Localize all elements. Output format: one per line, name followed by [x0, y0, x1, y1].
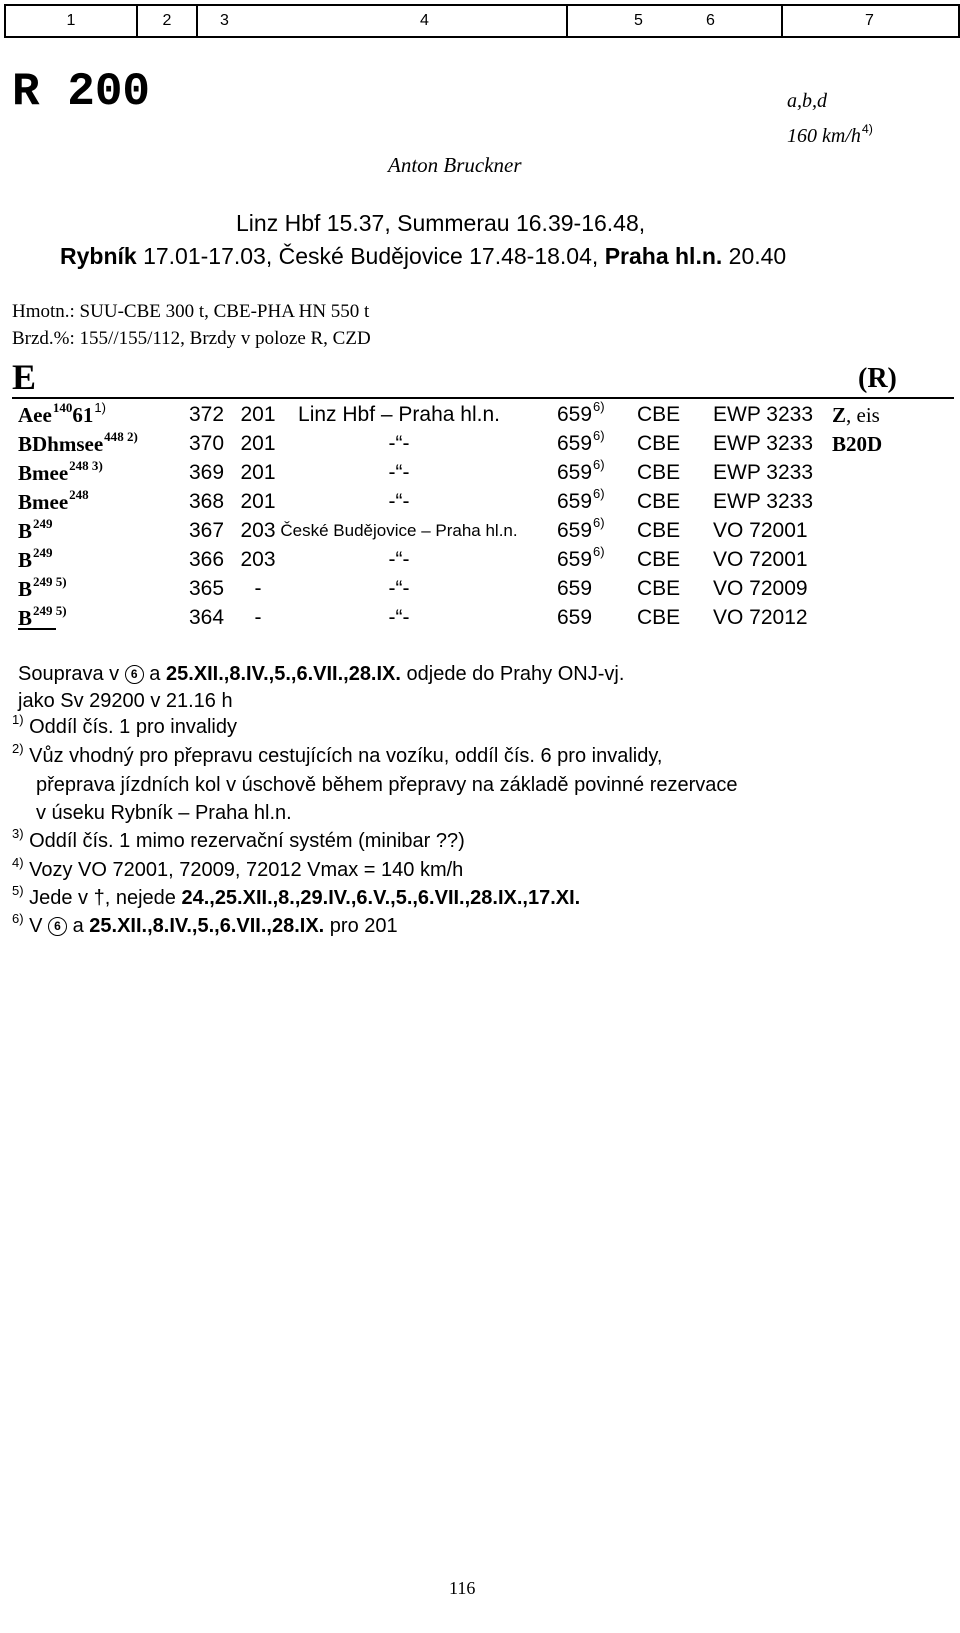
car-number: 367	[189, 519, 225, 542]
car-route: -“-	[388, 577, 410, 600]
car-class	[18, 429, 139, 457]
km-value: 659	[557, 490, 593, 513]
car-position: 201	[240, 490, 276, 513]
footnote-text: Oddíl čís. 1 mimo rezervační systém (minibar ??)	[23, 830, 465, 852]
car-class-name: Bmee	[18, 490, 69, 514]
footnote-mark: 1)	[12, 712, 24, 727]
route-line-1: Linz Hbf 15.37, Summerau 16.39-16.48,	[236, 210, 646, 236]
route-arrival: 20.40	[722, 243, 787, 269]
car-position: -	[254, 577, 262, 600]
note-text: Souprava v	[18, 663, 125, 685]
car-extra	[832, 432, 882, 457]
car-class	[18, 574, 68, 602]
car-position: 201	[240, 403, 276, 426]
footnote-6	[12, 911, 398, 938]
km-note: 6)	[593, 457, 605, 473]
section-divider	[12, 397, 954, 399]
car-route: -“-	[388, 548, 410, 571]
car-position: 203	[240, 548, 276, 571]
car-station: CBE	[637, 519, 681, 542]
car-class-sup: 248	[69, 487, 89, 503]
car-station: CBE	[637, 403, 681, 426]
car-km	[557, 544, 605, 572]
km-value: 659	[557, 403, 593, 426]
route-times: 17.01-17.03, České Budějovice 17.48-18.04,	[136, 243, 605, 269]
section-label: E	[12, 357, 37, 397]
footnote-text: Oddíl čís. 1 pro invalidy	[23, 716, 237, 738]
car-class-name: BDhmsee	[18, 432, 104, 456]
column-3: 3	[220, 12, 229, 29]
car-km	[557, 399, 605, 427]
car-route: -“-	[388, 461, 410, 484]
car-class-name: B	[18, 577, 33, 601]
column-4: 4	[420, 12, 429, 29]
brake-info: Brzd.%: 155//155/112, Brzdy v poloze R, CZD	[12, 328, 371, 349]
km-note: 6)	[593, 515, 605, 531]
car-station: CBE	[637, 606, 681, 629]
car-route: -“-	[388, 606, 410, 629]
car-km	[557, 606, 593, 630]
car-class	[18, 545, 54, 573]
car-position: -	[254, 606, 262, 629]
footnote-2-line-2: přeprava jízdních kol v úschově během přepravy na základě povinné rezervace	[36, 774, 738, 796]
note-souprava	[18, 663, 624, 686]
car-type: EWP 3233	[713, 403, 814, 426]
circled-six-icon: 6	[48, 917, 67, 936]
speed-note: 4)	[861, 121, 873, 136]
footnote-text: V	[23, 915, 49, 937]
car-km	[557, 515, 605, 543]
column-1: 1	[6, 6, 138, 36]
section-class: (R)	[858, 363, 897, 394]
car-class-sup: 249	[33, 516, 53, 532]
footnote-mark: 5)	[12, 883, 24, 898]
km-value: 659	[557, 461, 593, 484]
car-station: CBE	[637, 461, 681, 484]
car-type: VO 72001	[713, 519, 808, 542]
column-5-6	[566, 6, 715, 36]
footnote-text: Jede v †, nejede	[23, 887, 182, 909]
car-class-name: B	[18, 606, 33, 630]
car-km	[557, 428, 605, 456]
footnote-1	[12, 712, 237, 739]
car-route: -“-	[388, 490, 410, 513]
car-km	[557, 577, 593, 601]
train-codes: a,b,d	[787, 90, 827, 112]
km-value: 659	[557, 606, 593, 629]
car-type: VO 72009	[713, 577, 808, 600]
note-text: a	[143, 663, 166, 685]
footnote-mark: 2)	[12, 741, 24, 756]
car-class-sup: 140	[52, 400, 73, 416]
car-class-sup: 249	[33, 545, 53, 561]
car-class	[18, 458, 104, 486]
car-station: CBE	[637, 490, 681, 513]
circled-six-icon: 6	[125, 665, 144, 684]
car-station: CBE	[637, 432, 681, 455]
page-number: 116	[449, 1578, 476, 1598]
car-number: 370	[189, 432, 225, 455]
km-value: 659	[557, 519, 593, 542]
column-7: 7	[781, 6, 956, 36]
footnote-3	[12, 826, 465, 853]
car-position: 201	[240, 461, 276, 484]
km-value: 659	[557, 548, 593, 571]
train-number: R 200	[12, 66, 151, 118]
column-3-4	[198, 6, 566, 36]
car-class	[18, 400, 106, 428]
footnote-mark: 3)	[12, 826, 24, 841]
car-km	[557, 457, 605, 485]
car-class-name: Bmee	[18, 461, 69, 485]
weight-info: Hmotn.: SUU-CBE 300 t, CBE-PHA HN 550 t	[12, 301, 370, 322]
footnote-5	[12, 883, 581, 910]
footnote-text: pro 201	[324, 915, 398, 937]
car-number: 366	[189, 548, 225, 571]
footnote-mark: 4)	[12, 855, 24, 870]
car-class-name: Aee	[18, 403, 52, 427]
km-note: 6)	[593, 544, 605, 560]
footnote-text: a	[67, 915, 90, 937]
column-2: 2	[138, 6, 198, 36]
car-class	[18, 487, 90, 515]
row-underline	[18, 628, 56, 630]
car-class-note: 1)	[94, 400, 106, 416]
car-type: VO 72001	[713, 548, 808, 571]
km-note: 6)	[593, 486, 605, 502]
km-value: 659	[557, 432, 593, 455]
car-class-name: B	[18, 548, 33, 572]
car-number: 365	[189, 577, 225, 600]
footnote-2	[12, 741, 663, 768]
speed-value: 160 km/h	[787, 125, 861, 147]
note-dates: 25.XII.,8.IV.,5.,6.VII.,28.IX.	[165, 663, 401, 685]
footnote-text: Vůz vhodný pro přepravu cestujících na vozíku, oddíl čís. 6 pro invalidy,	[23, 745, 663, 767]
car-route: -“-	[388, 432, 410, 455]
car-extra-text: , eis	[846, 403, 880, 427]
car-type: EWP 3233	[713, 490, 814, 513]
car-route: České Budějovice – Praha hl.n.	[280, 521, 518, 540]
car-extra	[832, 403, 880, 428]
car-class-sup: 448 2)	[104, 429, 138, 445]
car-class-mid: 61	[72, 403, 94, 427]
footnote-4	[12, 855, 464, 882]
footnote-mark: 6)	[12, 911, 24, 926]
car-class	[18, 516, 54, 544]
column-header-bar	[4, 4, 960, 38]
car-type: VO 72012	[713, 606, 808, 629]
footnote-dates: 24.,25.XII.,8.,29.IV.,6.V.,5.,6.VII.,28.IX.,17.XI.	[181, 887, 581, 909]
car-class-name: B	[18, 519, 33, 543]
car-number: 372	[189, 403, 225, 426]
route-stop-rybnik: Rybník	[60, 243, 137, 269]
car-number: 369	[189, 461, 225, 484]
car-class-sup: 249 5)	[33, 574, 67, 590]
car-position: 201	[240, 432, 276, 455]
km-note: 6)	[593, 399, 605, 415]
car-station: CBE	[637, 548, 681, 571]
car-class-sup: 249 5)	[33, 603, 67, 619]
car-class-sup: 248 3)	[69, 458, 103, 474]
footnote-dates: 25.XII.,8.IV.,5.,6.VII.,28.IX.	[89, 915, 325, 937]
car-number: 364	[189, 606, 225, 629]
footnote-text: Vozy VO 72001, 72009, 72012 Vmax = 140 km/h	[23, 859, 464, 881]
car-km	[557, 486, 605, 514]
car-extra-code: Z	[832, 403, 847, 427]
car-number: 368	[189, 490, 225, 513]
footnote-2-line-3: v úseku Rybník – Praha hl.n.	[36, 802, 292, 824]
train-name: Anton Bruckner	[388, 153, 522, 177]
car-extra-code: B20D	[832, 432, 883, 456]
note-text: odjede do Prahy ONJ-vj.	[400, 663, 625, 685]
note-jako: jako Sv 29200 v 21.16 h	[18, 690, 233, 712]
route-line-2	[60, 243, 786, 270]
car-type: EWP 3233	[713, 461, 814, 484]
column-6: 6	[706, 12, 715, 29]
train-speed	[787, 121, 873, 148]
km-value: 659	[557, 577, 593, 600]
column-5: 5	[634, 12, 643, 29]
car-station: CBE	[637, 577, 681, 600]
km-note: 6)	[593, 428, 605, 444]
car-route: Linz Hbf – Praha hl.n.	[298, 403, 500, 426]
route-stop-praha: Praha hl.n.	[604, 243, 723, 269]
car-type: EWP 3233	[713, 432, 814, 455]
car-position: 203	[240, 519, 276, 542]
